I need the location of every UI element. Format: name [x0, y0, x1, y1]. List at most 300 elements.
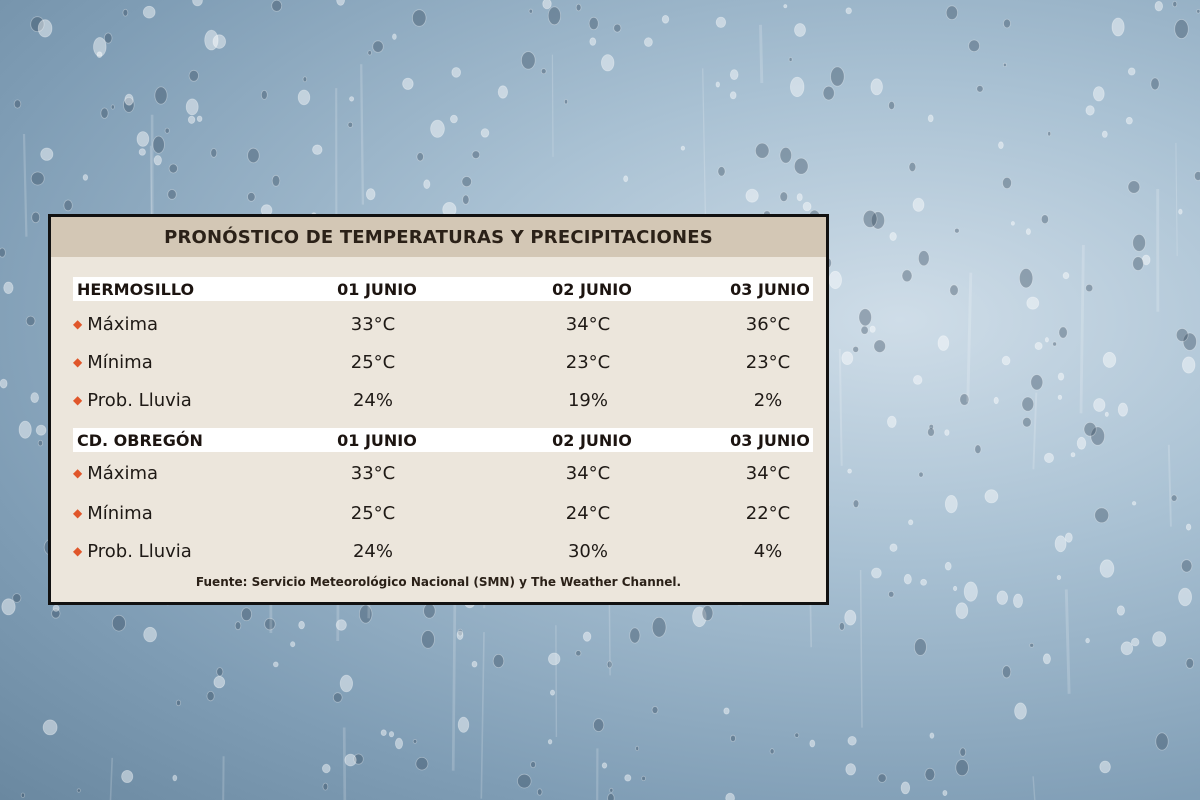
forecast-card [48, 214, 829, 605]
raindrop [373, 41, 384, 53]
raindrop [1063, 272, 1069, 278]
raindrop [541, 69, 546, 74]
raindrop [1133, 257, 1144, 271]
raindrop [831, 67, 845, 86]
raindrop [1128, 181, 1140, 194]
raindrop [716, 17, 726, 27]
raindrop [652, 707, 658, 714]
raindrop [1093, 87, 1104, 101]
raindrop [1100, 761, 1111, 773]
forecast-row [73, 307, 813, 341]
value-cell: 25°C [350, 502, 396, 524]
raindrop [125, 94, 133, 105]
raindrop [322, 764, 330, 773]
raindrop [1132, 502, 1136, 506]
raindrop [716, 82, 720, 87]
raindrop [493, 654, 504, 667]
raindrop [1011, 222, 1014, 226]
raindrop [104, 33, 112, 43]
raindrop [608, 794, 615, 800]
row-label: Prob. Lluvia [87, 389, 192, 411]
raindrop [914, 639, 926, 656]
raindrop [472, 151, 480, 159]
raindrop [921, 579, 927, 585]
raindrop [780, 147, 792, 163]
raindrop [1041, 215, 1048, 224]
raindrop [846, 764, 856, 775]
value-cell: 24% [352, 540, 393, 562]
raindrop [1002, 666, 1010, 678]
raindrop [1181, 560, 1192, 572]
card-title: PRONÓSTICO DE TEMPERATURAS Y PRECIPITACIONES [51, 217, 826, 257]
raindrop [189, 70, 198, 81]
raindrop [846, 8, 852, 14]
raindrop [946, 6, 957, 20]
raindrop [424, 180, 430, 189]
raindrop [1044, 453, 1053, 462]
raindrop [784, 5, 787, 8]
raindrop [393, 34, 397, 40]
raindrop [724, 708, 729, 714]
raindrop [902, 270, 912, 282]
raindrop [19, 421, 31, 438]
value-cell: 23°C [565, 351, 611, 373]
raindrop [1030, 643, 1034, 647]
raindrop [101, 108, 108, 118]
raindrop [94, 38, 107, 57]
raindrop [730, 70, 738, 80]
value-cell: 30% [567, 540, 608, 562]
raindrop [1023, 417, 1032, 427]
raindrop [870, 326, 875, 332]
raindrop [53, 605, 59, 611]
raindrop [909, 162, 916, 171]
raindrop [21, 793, 24, 798]
raindrop [472, 661, 477, 667]
forecast-row [73, 496, 813, 530]
raindrop [589, 17, 598, 29]
raindrop [1071, 453, 1075, 457]
raindrop [889, 101, 895, 109]
rain-streak [552, 55, 553, 157]
raindrop [1102, 131, 1107, 137]
raindrop [1059, 327, 1067, 338]
raindrop [602, 763, 607, 768]
raindrop [217, 668, 223, 676]
raindrop [1186, 658, 1194, 668]
raindrop [794, 158, 808, 174]
raindrop [32, 212, 40, 223]
raindrop [874, 340, 886, 353]
raindrop [214, 676, 225, 688]
raindrop [366, 189, 375, 200]
raindrop [389, 732, 393, 737]
value-cell: 23°C [745, 351, 791, 373]
rain-streak [1176, 143, 1177, 256]
raindrop [1179, 588, 1192, 606]
rain-streak [840, 349, 842, 466]
raindrop [919, 472, 923, 477]
raindrop [878, 774, 886, 783]
raindrop [313, 145, 323, 155]
forecast-row [73, 345, 813, 379]
raindrop [345, 754, 356, 766]
raindrop [977, 86, 983, 93]
raindrop [797, 194, 802, 201]
day-header: 02 JUNIO [552, 279, 632, 299]
raindrop [188, 116, 195, 123]
raindrop [576, 4, 581, 11]
diamond-bullet-icon: ◆ [73, 393, 83, 407]
raindrop [662, 15, 669, 23]
raindrop [273, 662, 278, 667]
raindrop [452, 68, 461, 78]
raindrop [1086, 638, 1090, 643]
raindrop [337, 0, 345, 5]
raindrop [928, 428, 935, 436]
raindrop [144, 627, 157, 642]
raindrop [1155, 1, 1163, 11]
raindrop [413, 740, 417, 744]
raindrop [872, 568, 882, 578]
rain-streak [861, 570, 862, 728]
raindrop [458, 717, 469, 732]
raindrop [889, 591, 894, 597]
raindrop [521, 52, 535, 70]
raindrop [207, 691, 214, 700]
value-cell: 36°C [745, 313, 791, 335]
raindrop [887, 416, 896, 427]
raindrop [746, 189, 758, 202]
rain-streak [761, 25, 762, 83]
raindrop [450, 115, 457, 123]
raindrop [431, 120, 445, 137]
raindrop [780, 192, 788, 202]
raindrop [403, 78, 414, 89]
value-cell: 33°C [350, 462, 396, 484]
rain-streak [24, 134, 26, 237]
raindrop [1126, 117, 1132, 124]
raindrop [795, 733, 799, 737]
raindrop [1176, 329, 1188, 342]
raindrop [925, 768, 935, 780]
raindrop [165, 128, 169, 133]
raindrop [829, 271, 842, 288]
diamond-bullet-icon: ◆ [73, 317, 83, 331]
raindrop [498, 86, 507, 98]
raindrop [770, 749, 774, 754]
row-label: Mínima [87, 351, 153, 373]
value-cell: 25°C [350, 351, 396, 373]
source-note: Fuente: Servicio Meteorológico Nacional (SMN) y The Weather Channel. [195, 575, 682, 589]
raindrop [235, 622, 241, 630]
raindrop [1171, 495, 1177, 501]
raindrop [871, 79, 883, 95]
raindrop [139, 149, 145, 156]
raindrop [1182, 357, 1195, 373]
rain-streak [344, 728, 345, 800]
rain-streak [968, 273, 971, 403]
raindrop [348, 122, 353, 127]
raindrop [718, 167, 725, 177]
raindrop [1103, 352, 1116, 367]
city-name: CD. OBREGÓN [77, 430, 203, 450]
raindrop [368, 51, 372, 55]
raindrop [1043, 654, 1050, 664]
raindrop [590, 38, 596, 46]
raindrop [518, 774, 532, 788]
value-cell: 4% [753, 540, 783, 562]
raindrop [186, 99, 198, 115]
raindrop [457, 631, 463, 640]
value-cell: 24°C [565, 502, 611, 524]
value-cell: 24% [352, 389, 393, 411]
raindrop [845, 610, 856, 625]
raindrop [960, 748, 966, 756]
rain-streak [1033, 776, 1035, 800]
raindrop [1045, 338, 1048, 343]
row-label: Máxima [87, 313, 159, 335]
raindrop [1105, 412, 1108, 416]
rain-streak [111, 758, 113, 800]
raindrop [1095, 508, 1109, 523]
raindrop [913, 375, 922, 384]
raindrop [945, 562, 951, 570]
raindrop [789, 58, 792, 62]
raindrop [726, 793, 735, 800]
raindrop [904, 574, 911, 584]
raindrop [1117, 606, 1124, 615]
raindrop [412, 10, 426, 27]
raindrop [624, 176, 628, 182]
raindrop [1013, 594, 1022, 608]
raindrop [625, 775, 631, 781]
raindrop [248, 193, 256, 202]
raindrop [863, 210, 877, 227]
raindrop [1058, 373, 1064, 380]
raindrop [38, 440, 42, 446]
raindrop [298, 90, 310, 105]
raindrop [1197, 10, 1200, 14]
raindrop [576, 651, 581, 656]
raindrop [601, 55, 614, 71]
value-cell: 34°C [745, 462, 791, 484]
raindrop [463, 195, 469, 204]
raindrop [2, 599, 15, 615]
raindrop [1065, 533, 1072, 542]
raindrop [462, 177, 472, 187]
raindrop [111, 105, 114, 109]
raindrop [918, 251, 929, 266]
raindrop [1128, 68, 1135, 75]
raindrop [77, 789, 80, 792]
raindrop [928, 115, 933, 122]
raindrop [64, 200, 72, 211]
rain-streak [1169, 445, 1171, 527]
raindrop [1084, 422, 1096, 436]
forecast-row [73, 456, 813, 490]
raindrop [424, 604, 436, 619]
raindrop [83, 175, 88, 181]
raindrop [1019, 269, 1032, 288]
raindrop [303, 77, 307, 82]
raindrop [755, 143, 769, 158]
raindrop [636, 746, 639, 750]
raindrop [4, 282, 13, 294]
raindrop [416, 757, 428, 770]
raindrop [1058, 395, 1062, 399]
raindrop [122, 770, 133, 782]
raindrop [1004, 19, 1011, 28]
row-label: Prob. Lluvia [87, 540, 192, 562]
raindrop [381, 730, 386, 736]
diamond-bullet-icon: ◆ [73, 506, 83, 520]
raindrop [956, 760, 969, 776]
raindrop [890, 544, 897, 552]
raindrop [890, 232, 897, 240]
raindrop [153, 136, 165, 153]
raindrop [795, 24, 806, 37]
day-header: 02 JUNIO [552, 430, 632, 450]
raindrop [1156, 733, 1168, 750]
raindrop [248, 148, 260, 163]
raindrop [31, 393, 39, 403]
raindrop [1057, 575, 1061, 579]
raindrop [31, 172, 44, 185]
raindrop [291, 642, 295, 647]
raindrop [1077, 437, 1086, 449]
raindrop [340, 675, 352, 692]
raindrop [173, 775, 177, 781]
raindrop [1173, 1, 1177, 6]
raindrop [848, 469, 852, 473]
day-header: 03 JUNIO [730, 279, 810, 299]
raindrop [193, 0, 203, 6]
raindrop [548, 740, 552, 745]
rain-streak [1066, 589, 1069, 693]
day-header: 03 JUNIO [730, 430, 810, 450]
raindrop [953, 586, 956, 590]
raindrop [950, 285, 958, 296]
day-header: 01 JUNIO [337, 430, 417, 450]
raindrop [548, 7, 560, 25]
raindrop [43, 720, 57, 735]
raindrop [548, 653, 560, 665]
raindrop [652, 617, 666, 637]
raindrop [241, 608, 251, 621]
raindrop [176, 700, 180, 706]
raindrop [422, 631, 435, 649]
raindrop [853, 346, 859, 352]
raindrop [1003, 63, 1006, 66]
raindrop [853, 500, 859, 508]
raindrop [211, 149, 217, 158]
raindrop [1153, 632, 1166, 647]
raindrop [803, 202, 811, 211]
raindrop [1048, 132, 1051, 136]
raindrop [1121, 642, 1133, 655]
raindrop [610, 788, 613, 792]
raindrop [842, 352, 853, 365]
raindrop [333, 693, 342, 703]
raindrop [1022, 397, 1034, 411]
raindrop [112, 615, 125, 631]
city-header-hermosillo [73, 277, 813, 301]
raindrop [168, 190, 177, 200]
raindrop [1035, 342, 1042, 349]
raindrop [848, 736, 856, 745]
raindrop [839, 623, 844, 631]
raindrop [323, 783, 328, 790]
raindrop [1118, 403, 1127, 416]
raindrop [417, 153, 424, 161]
rain-streak [481, 632, 484, 799]
raindrop [997, 591, 1008, 605]
raindrop [261, 90, 267, 99]
raindrop [861, 326, 868, 334]
raindrop [537, 789, 542, 795]
raindrop [945, 495, 957, 512]
raindrop [1086, 106, 1094, 116]
forecast-row [73, 534, 813, 568]
raindrop [1055, 536, 1066, 552]
raindrop [0, 248, 5, 257]
diamond-bullet-icon: ◆ [73, 466, 83, 480]
raindrop [999, 142, 1004, 149]
raindrop [956, 603, 968, 619]
raindrop [642, 776, 646, 780]
raindrop [395, 738, 402, 749]
raindrop [123, 9, 128, 16]
raindrop [550, 690, 554, 695]
raindrop [1194, 172, 1200, 181]
raindrop [964, 582, 977, 601]
raindrop [154, 156, 161, 166]
raindrop [969, 40, 980, 52]
raindrop [564, 100, 567, 104]
value-cell: 34°C [565, 462, 611, 484]
forecast-row [73, 383, 813, 417]
city-name: HERMOSILLO [77, 279, 195, 299]
raindrop [213, 35, 226, 49]
raindrop [614, 24, 621, 32]
raindrop [26, 316, 35, 326]
raindrop [810, 740, 815, 747]
raindrop [930, 733, 934, 738]
raindrop [481, 129, 489, 138]
day-header: 01 JUNIO [337, 279, 417, 299]
raindrop [859, 309, 872, 326]
value-cell: 34°C [565, 313, 611, 335]
raindrop [730, 92, 736, 99]
raindrop [1053, 342, 1057, 346]
raindrop [975, 445, 981, 454]
raindrop [272, 0, 282, 11]
raindrop [1026, 229, 1030, 235]
city-header-obregon [73, 428, 813, 452]
raindrop [1100, 560, 1114, 578]
raindrop [1179, 209, 1183, 214]
raindrop [529, 9, 532, 13]
raindrop [36, 425, 46, 435]
raindrop [790, 77, 804, 97]
rain-streak [1081, 245, 1083, 413]
rain-streak [361, 64, 363, 204]
raindrop [909, 520, 913, 525]
raindrop [1151, 78, 1159, 90]
raindrop [901, 782, 910, 794]
raindrop [943, 790, 947, 795]
